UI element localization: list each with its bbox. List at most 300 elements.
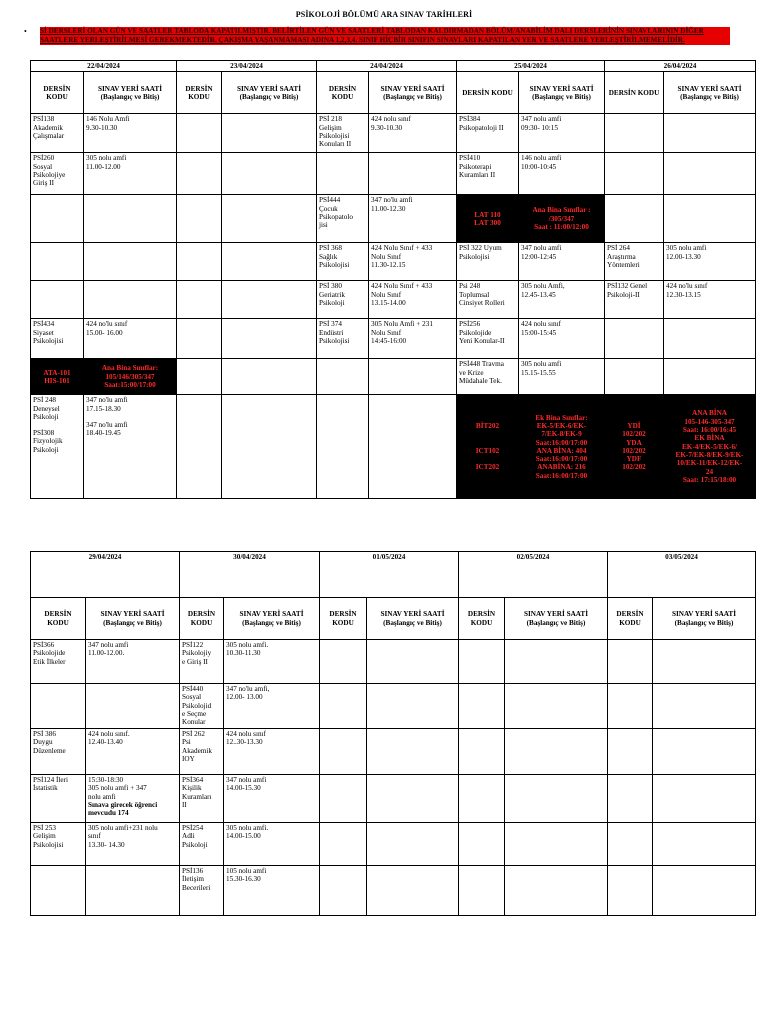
course-code-cell xyxy=(177,195,222,243)
course-code-cell xyxy=(31,640,86,684)
course-code-cell xyxy=(459,684,505,729)
cell-line: Sosyal xyxy=(182,693,202,702)
exam-place-time-cell xyxy=(519,359,605,395)
date-row xyxy=(31,552,756,598)
cell-line: 15.00- 16.00 xyxy=(86,328,123,337)
schedule-table-week1 xyxy=(30,60,756,499)
header-label: DERSİN KODU xyxy=(616,610,644,627)
exam-place-time-header xyxy=(505,598,608,640)
cell-line: mevcudu 174 xyxy=(88,809,129,818)
cell-line: PSİ366 xyxy=(33,641,55,649)
cell-line: ATA-101 xyxy=(43,368,71,377)
course-code-cell xyxy=(457,395,519,499)
exam-place-time-cell xyxy=(222,359,317,395)
course-code-cell xyxy=(459,866,505,916)
exam-place-time-cell xyxy=(367,684,459,729)
cell-line: 424 nolu sınıf xyxy=(371,115,411,124)
course-code-cell xyxy=(317,281,369,319)
cell-line: 7/EK-8/EK-9 xyxy=(541,430,582,439)
cell-line: 305 nolu amfi + 347 xyxy=(88,784,147,793)
exam-place-time-cell xyxy=(84,319,177,359)
cell-line: Çalışmalar xyxy=(33,131,65,140)
course-code-cell xyxy=(180,729,224,775)
cell-line: LAT 300 xyxy=(474,218,501,227)
course-code-cell xyxy=(317,243,369,281)
course-code-cell xyxy=(31,729,86,775)
cell-line: 424 nolu sınıf xyxy=(521,320,561,329)
cell-line: 424 Nolu Sınıf + 433 xyxy=(371,244,433,253)
table-row xyxy=(31,823,756,866)
cell-line: PSİ 368 xyxy=(319,244,342,253)
exam-place-time-cell xyxy=(222,281,317,319)
course-code-cell xyxy=(605,281,664,319)
cell-line: 146 Nolu Amfi xyxy=(86,115,130,124)
course-code-header xyxy=(317,72,369,114)
course-code-cell xyxy=(177,243,222,281)
cell-line: 305 Nolu Amfi + 231 xyxy=(371,320,433,329)
exam-place-time-cell xyxy=(505,823,608,866)
exam-place-time-cell xyxy=(86,866,180,916)
cell-line: 10/EK-11/EK-12/EK- xyxy=(676,459,743,468)
exam-place-time-cell xyxy=(222,395,317,499)
course-code-cell xyxy=(608,640,653,684)
course-code-cell xyxy=(31,684,86,729)
cell-line: Saat:16:00/17:00 xyxy=(535,438,588,447)
cell-line: YDF xyxy=(626,455,642,464)
cell-line: Psikolojide xyxy=(459,328,492,337)
course-code-cell xyxy=(605,319,664,359)
header-sublabel: (Başlangıç ve Bitiş) xyxy=(239,92,299,101)
cell-line: PSİ444 xyxy=(319,196,341,205)
exam-place-time-cell xyxy=(224,640,320,684)
cell-line: Sınava girecek öğrenci xyxy=(88,800,158,809)
exam-place-time-header xyxy=(222,72,317,114)
cell-line: BİT202 xyxy=(475,422,500,431)
cell-line: Akademik xyxy=(182,746,212,755)
course-code-header xyxy=(320,598,367,640)
header-label: SINAV YERİ SAATİ xyxy=(380,610,445,619)
date-cell: 22/04/2024 xyxy=(31,61,177,72)
exam-place-time-cell xyxy=(664,359,756,395)
cell-line: PSİ440 xyxy=(182,685,204,693)
exam-place-time-cell xyxy=(519,153,605,195)
cell-line: PSİ138 xyxy=(33,115,55,124)
cell-line: 11.30-12.15 xyxy=(371,260,406,269)
exam-place-time-cell xyxy=(86,729,180,775)
table-row xyxy=(31,195,756,243)
cell-line: 305 nolu Amfi, xyxy=(521,282,565,291)
line-spacer xyxy=(459,439,516,447)
header-label: SINAV YERİ SAATİ xyxy=(97,84,163,93)
exam-place-time-cell xyxy=(519,243,605,281)
cell-line: Psikopatolo xyxy=(319,212,353,221)
header-label: SINAV YERİ SAATİ xyxy=(236,84,302,93)
exam-place-time-cell xyxy=(84,243,177,281)
course-code-cell xyxy=(177,319,222,359)
cell-line: Giriş II xyxy=(33,179,54,188)
cell-line: 15:30-18:30 xyxy=(88,776,124,784)
date-cell: 25/04/2024 xyxy=(457,61,605,72)
course-code-header xyxy=(459,598,505,640)
course-code-header xyxy=(457,72,519,114)
exam-place-time-header xyxy=(86,598,180,640)
exam-place-time-header xyxy=(664,72,756,114)
cell-line: Psi xyxy=(182,738,191,747)
cell-line: Psikolojisi xyxy=(319,260,350,269)
header-label: SINAV YERİ SAATİ xyxy=(523,610,589,619)
exam-place-time-cell xyxy=(367,640,459,684)
cell-line: Gelişim xyxy=(33,832,56,841)
cell-line: Nolu Sınıf xyxy=(371,290,402,299)
header-label: DERSİN KODU xyxy=(44,610,72,627)
cell-line: PSİ 253 xyxy=(33,824,56,832)
cell-line: Psikolojisi xyxy=(319,336,350,345)
exam-place-time-cell xyxy=(369,359,457,395)
cell-line: Psikoloji xyxy=(182,840,208,849)
course-code-cell xyxy=(605,114,664,153)
header-sublabel: (Başlangıç ve Bitiş) xyxy=(242,618,301,627)
cell-line: PSİ 322 Uyum xyxy=(459,244,502,253)
cell-line: 305 nolu amfi xyxy=(521,360,562,369)
cell-line: Psikolojid xyxy=(182,701,212,710)
course-code-cell xyxy=(457,281,519,319)
exam-place-time-cell xyxy=(86,640,180,684)
course-code-header xyxy=(31,598,86,640)
header-label: DERSİN KODU xyxy=(462,88,513,97)
date-cell: 03/05/2024 xyxy=(608,552,756,598)
header-row xyxy=(31,598,756,640)
cell-line: 9.30-10.30 xyxy=(371,123,403,132)
course-code-cell xyxy=(608,684,653,729)
cell-line: Saat:15:00/17:00 xyxy=(104,380,156,389)
header-label: SINAV YERİ SAATİ xyxy=(100,610,165,619)
cell-line: 424 nolu sınıf. xyxy=(88,730,130,738)
exam-place-time-cell xyxy=(224,775,320,823)
cell-line: Psikoloji xyxy=(319,298,345,307)
table-row xyxy=(31,866,756,916)
cell-line: Psi 248 xyxy=(459,282,481,291)
cell-line: 424 no'lu sınıf xyxy=(666,282,708,291)
course-code-cell xyxy=(31,153,84,195)
cell-line: nolu amfi xyxy=(88,792,116,801)
cell-line: Psikoloji-II xyxy=(607,290,640,299)
cell-line: jisi xyxy=(319,221,328,230)
cell-line: Saat: 16:00/16:45 xyxy=(682,426,737,435)
course-code-cell xyxy=(317,195,369,243)
course-code-cell xyxy=(317,114,369,153)
course-code-cell xyxy=(608,823,653,866)
cell-line: PSİ260 xyxy=(33,154,55,163)
cell-line: 12.00- 13.00 xyxy=(226,693,263,702)
exam-place-time-cell xyxy=(369,281,457,319)
cell-line: 305 nolu amfi. xyxy=(226,824,269,832)
cell-line: 10:00-10:45 xyxy=(521,162,557,171)
course-code-cell xyxy=(31,775,86,823)
exam-place-time-cell xyxy=(653,775,756,823)
date-cell: 02/05/2024 xyxy=(459,552,608,598)
course-code-cell xyxy=(180,640,224,684)
cell-line: Etik İlkeler xyxy=(33,657,66,666)
course-code-cell xyxy=(605,395,664,499)
cell-line: Kuramları xyxy=(182,792,212,801)
cell-line: Araştırma xyxy=(607,252,636,261)
exam-place-time-cell xyxy=(519,114,605,153)
cell-line: ANABİNA: 216 xyxy=(537,463,586,472)
exam-place-time-cell xyxy=(367,866,459,916)
exam-place-time-header xyxy=(367,598,459,640)
cell-line: Sağlık xyxy=(319,252,338,261)
cell-line: YDİ xyxy=(627,421,641,430)
date-cell: 24/04/2024 xyxy=(317,61,457,72)
cell-line: Psikolojiy xyxy=(182,649,212,658)
cell-line: PSİ308 xyxy=(33,429,55,438)
course-code-cell xyxy=(320,823,367,866)
course-code-cell xyxy=(605,243,664,281)
exam-place-time-cell xyxy=(505,729,608,775)
course-code-cell xyxy=(608,866,653,916)
exam-place-time-cell xyxy=(653,866,756,916)
cell-line: 347 no'lu amfi xyxy=(86,396,128,405)
cell-line: Düzenleme xyxy=(33,746,66,755)
cell-line: 424 Nolu Sınıf + 433 xyxy=(371,282,433,291)
cell-line: EK-7/EK-8/EK-9/EK- xyxy=(675,450,744,459)
cell-line: Toplumsal xyxy=(459,290,490,299)
cell-line: PSİ384 xyxy=(459,115,481,124)
line-spacer xyxy=(459,431,516,439)
exam-place-time-cell xyxy=(222,319,317,359)
course-code-cell xyxy=(180,775,224,823)
header-sublabel: (Başlangıç ve Bitiş) xyxy=(674,618,734,627)
cell-line: Müdahale Tek. xyxy=(459,376,502,385)
cell-line: Saat:16:00/17:00 xyxy=(535,455,588,464)
cell-line: LAT 110 xyxy=(474,210,501,219)
cell-line: Psikolojisi xyxy=(459,252,490,261)
cell-line: 12.40-13.40 xyxy=(88,738,123,747)
cell-line: ICT102 xyxy=(475,446,500,455)
table-row xyxy=(31,640,756,684)
line-spacer xyxy=(459,455,516,463)
cell-line: PSİ124 İleri xyxy=(33,776,68,784)
cell-line: 12:00-12:45 xyxy=(521,252,557,261)
cell-line: Saat:16:00/17:00 xyxy=(535,471,588,480)
cell-line: 105/146/305/347 xyxy=(105,372,155,381)
exam-place-time-cell xyxy=(505,640,608,684)
course-code-cell xyxy=(317,395,369,499)
cell-line: Saat: 17:15/18:00 xyxy=(682,475,737,484)
exam-place-time-cell xyxy=(664,281,756,319)
exam-place-time-cell xyxy=(519,195,605,243)
cell-line: Yeni Konular-II xyxy=(459,336,505,345)
cell-line: Sosyal xyxy=(33,162,53,171)
course-code-cell xyxy=(177,395,222,499)
exam-place-time-cell xyxy=(664,395,756,499)
cell-line: PSİ 262 xyxy=(182,730,205,738)
exam-place-time-cell xyxy=(86,823,180,866)
cell-line: Duygu xyxy=(33,738,53,747)
header-label: SINAV YERİ SAATİ xyxy=(239,610,304,619)
date-row xyxy=(31,61,756,72)
course-code-cell xyxy=(608,729,653,775)
exam-place-time-cell xyxy=(664,195,756,243)
cell-line: Saat : 11:00/12:00 xyxy=(534,222,589,231)
course-code-header xyxy=(180,598,224,640)
schedule-table-week2 xyxy=(30,551,756,916)
header-label: SINAV YERİ SAATİ xyxy=(677,84,742,93)
cell-line: 347 nolu amfi xyxy=(521,115,562,124)
cell-line: PSİ136 xyxy=(182,867,204,875)
date-cell: 29/04/2024 xyxy=(31,552,180,598)
cell-line: PSİ448 Travma xyxy=(459,360,504,369)
cell-line: /305/347 xyxy=(548,214,575,223)
exam-place-time-cell xyxy=(653,823,756,866)
course-code-cell xyxy=(457,359,519,395)
header-sublabel: (Başlangıç ve Bitiş) xyxy=(100,92,160,101)
table-row xyxy=(31,775,756,823)
cell-line: Adli xyxy=(182,832,195,841)
cell-line: 11.00-12.30 xyxy=(371,204,406,213)
date-cell: 23/04/2024 xyxy=(177,61,317,72)
cell-line: 347 nolu amfi xyxy=(88,641,129,649)
cell-line: 146 nolu amfi xyxy=(521,154,562,163)
course-code-cell xyxy=(459,775,505,823)
cell-line: 347 no'lu amfi xyxy=(86,420,128,429)
exam-place-time-cell xyxy=(222,153,317,195)
line-spacer xyxy=(33,421,81,429)
header-label: SINAV YERİ SAATİ xyxy=(380,84,445,93)
exam-place-time-cell xyxy=(369,243,457,281)
header-label: SINAV YERİ SAATİ xyxy=(671,610,737,619)
exam-place-time-cell xyxy=(367,729,459,775)
course-code-cell xyxy=(605,359,664,395)
cell-line: 11.00-12.00 xyxy=(86,162,121,171)
cell-line: 13.30- 14.30 xyxy=(88,840,125,849)
course-code-cell xyxy=(459,640,505,684)
exam-place-time-cell xyxy=(224,684,320,729)
cell-line: Kuramları II xyxy=(459,170,496,179)
header-sublabel: (Başlangıç ve Bitiş) xyxy=(526,618,586,627)
cell-line: 347 no'lu amfi xyxy=(371,196,413,205)
date-cell: 01/05/2024 xyxy=(320,552,459,598)
course-code-cell xyxy=(180,684,224,729)
exam-place-time-cell xyxy=(519,319,605,359)
header-sublabel: (Başlangıç ve Bitiş) xyxy=(103,618,162,627)
course-code-cell xyxy=(605,195,664,243)
cell-line: 24 xyxy=(705,467,714,476)
cell-line: Psikolojisi xyxy=(33,336,64,345)
course-code-cell xyxy=(31,195,84,243)
cell-line: PSİ254 xyxy=(182,824,204,832)
header-label: DERSİN KODU xyxy=(329,610,357,627)
date-cell: 26/04/2024 xyxy=(605,61,756,72)
cell-line: PSİ 218 xyxy=(319,115,342,124)
cell-line: 105 nolu amfi xyxy=(226,867,267,875)
header-sublabel: (Başlangıç ve Bitiş) xyxy=(532,92,591,101)
table-row xyxy=(31,114,756,153)
exam-place-time-cell xyxy=(224,866,320,916)
exam-place-time-cell xyxy=(505,775,608,823)
cell-line: 424 no'lu sınıf xyxy=(86,320,128,329)
cell-line: Ek Bina Sınıflar: xyxy=(535,413,588,422)
cell-line: 305 nolu amfi xyxy=(666,244,707,253)
cell-line: ve Krize xyxy=(459,368,484,377)
course-code-cell xyxy=(31,243,84,281)
course-code-cell xyxy=(177,114,222,153)
table-row xyxy=(31,243,756,281)
exam-place-time-header xyxy=(84,72,177,114)
table-row xyxy=(31,684,756,729)
cell-line: PSİ132 Genel xyxy=(607,282,648,291)
exam-place-time-cell xyxy=(653,640,756,684)
cell-line: Endüstri xyxy=(319,328,344,337)
course-code-cell xyxy=(177,281,222,319)
course-code-cell xyxy=(317,319,369,359)
cell-line: Akademik xyxy=(33,123,63,132)
course-code-cell xyxy=(608,775,653,823)
exam-place-time-cell xyxy=(222,243,317,281)
course-code-cell xyxy=(605,153,664,195)
exam-place-time-cell xyxy=(653,729,756,775)
exam-place-time-cell xyxy=(369,195,457,243)
exam-place-time-cell xyxy=(222,195,317,243)
exam-place-time-cell xyxy=(222,114,317,153)
exam-place-time-cell xyxy=(664,243,756,281)
cell-line: 15.15-15.55 xyxy=(521,368,556,377)
cell-line: 12.00-13.30 xyxy=(666,252,701,261)
exam-place-time-cell xyxy=(86,775,180,823)
cell-line: Psikolojide xyxy=(33,649,66,658)
course-code-header xyxy=(608,598,653,640)
exam-place-time-cell xyxy=(84,195,177,243)
cell-line: 102/202 xyxy=(622,463,646,472)
exam-place-time-cell xyxy=(84,359,177,395)
table-row xyxy=(31,319,756,359)
exam-place-time-cell xyxy=(653,684,756,729)
cell-line: IOY xyxy=(182,754,195,763)
cell-line: Fizyolojik xyxy=(33,437,63,446)
cell-line: ANA BİNA xyxy=(692,409,727,418)
cell-line: Konuları II xyxy=(319,140,352,149)
cell-line: Deneysel xyxy=(33,404,60,413)
course-code-cell xyxy=(457,153,519,195)
header-label: DERSİN KODU xyxy=(328,84,357,101)
course-code-cell xyxy=(31,359,84,395)
course-code-cell xyxy=(459,729,505,775)
cell-line: 347 no'lu amfi, xyxy=(226,685,270,693)
cell-line: ANA BİNA: 404 xyxy=(536,446,587,455)
header-sublabel: (Başlangıç ve Bitiş) xyxy=(383,618,442,627)
table-row xyxy=(31,359,756,395)
date-cell: 30/04/2024 xyxy=(180,552,320,598)
cell-line: PSİ410 xyxy=(459,154,481,163)
exam-place-time-cell xyxy=(519,395,605,499)
cell-line: 15:00-15:45 xyxy=(521,328,557,337)
cell-line: e Seçme xyxy=(182,709,207,718)
course-code-cell xyxy=(180,866,224,916)
cell-line: 305 nolu amfi. xyxy=(226,641,269,649)
cell-line: PSİ 248 xyxy=(33,396,56,405)
course-code-cell xyxy=(320,684,367,729)
cell-line: Ana Bina Sınıflar : xyxy=(532,206,591,215)
exam-place-time-cell xyxy=(84,114,177,153)
cell-line: Gelişim xyxy=(319,123,342,132)
header-sublabel: (Başlangıç ve Bitiş) xyxy=(680,92,739,101)
cell-line: PSİ434 xyxy=(33,320,55,329)
exam-place-time-header xyxy=(224,598,320,640)
cell-line: PSİ364 xyxy=(182,776,204,784)
cell-line: PSİ 374 xyxy=(319,320,342,329)
cell-line: 12.30-13.15 xyxy=(666,290,701,299)
exam-place-time-cell xyxy=(86,684,180,729)
